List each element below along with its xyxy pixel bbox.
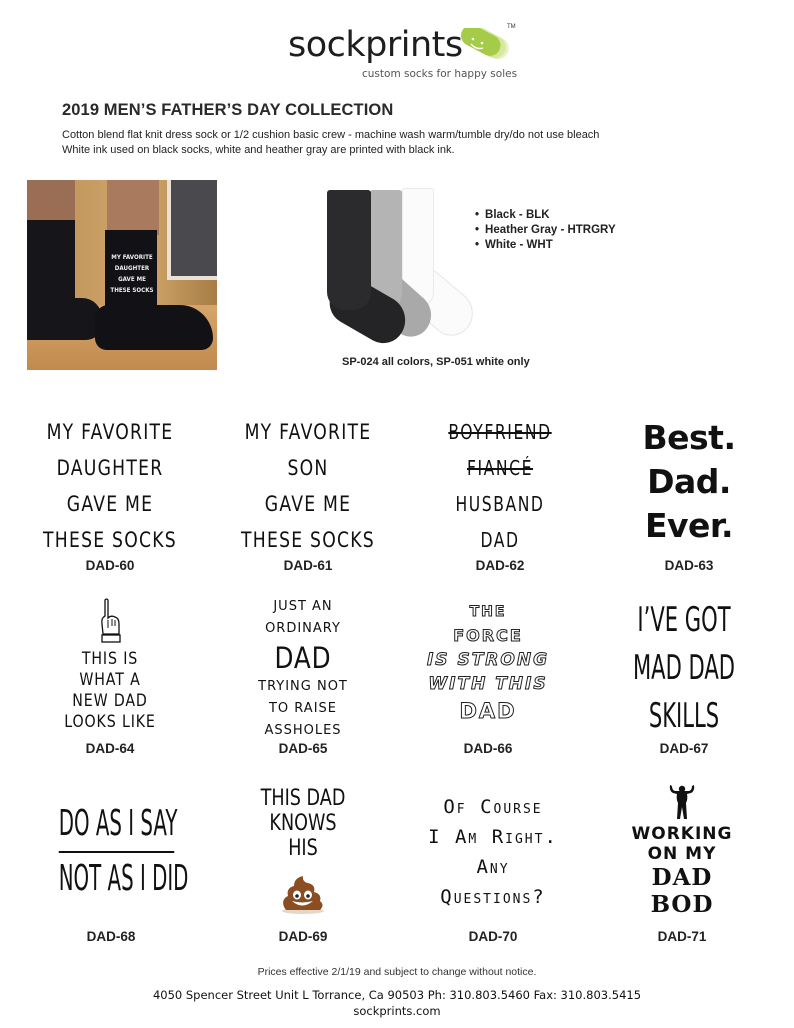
design-code: DAD-67 bbox=[659, 741, 709, 756]
color-option-black: • Black - BLK bbox=[475, 208, 616, 223]
photo-sock-left-foot bbox=[27, 298, 102, 340]
bodybuilder-icon bbox=[667, 783, 697, 821]
color-option-white: • White - WHT bbox=[475, 238, 616, 253]
design-dad-60: MY FAVORITE DAUGHTER GAVE ME THESE SOCKS bbox=[43, 420, 177, 552]
logo-tagline: custom socks for happy soles bbox=[362, 68, 518, 80]
design-code: DAD-64 bbox=[85, 741, 135, 756]
design-dad-70: Of Course I Am Right. Any Questions? bbox=[428, 796, 558, 908]
description-line: Cotton blend flat knit dress sock or 1/2 cushion basic crew - machine wash warm/tumble dry/do not use bleach bbox=[62, 129, 600, 141]
design-code: DAD-62 bbox=[475, 558, 525, 573]
design-code: DAD-66 bbox=[463, 741, 513, 756]
design-dad-71: WORKING ON MY DAD BOD bbox=[587, 783, 777, 918]
design-dad-62: BOYFRIEND FIANCÉ HUSBAND DAD bbox=[448, 420, 552, 552]
design-dad-67: I’VE GOT MAD DAD SKILLS bbox=[632, 600, 736, 736]
poop-emoji-icon bbox=[280, 873, 326, 915]
design-dad-64: THIS IS WHAT A NEW DAD LOOKS LIKE bbox=[15, 598, 205, 732]
design-code: DAD-69 bbox=[278, 929, 328, 944]
collection-title: 2019 MEN’S FATHER’S DAY COLLECTION bbox=[62, 101, 394, 119]
design-code: DAD-68 bbox=[86, 929, 136, 944]
design-dad-69: THIS DAD KNOWS HIS bbox=[208, 786, 398, 915]
product-description bbox=[62, 128, 599, 158]
design-dad-63: Best. Dad. Ever. bbox=[642, 418, 736, 545]
product-photo bbox=[27, 180, 217, 370]
sock-colors-image bbox=[322, 188, 482, 348]
design-dad-61: MY FAVORITE SON GAVE ME THESE SOCKS bbox=[241, 420, 375, 552]
design-code: DAD-63 bbox=[664, 558, 714, 573]
black-sock bbox=[327, 190, 371, 310]
description-line: White ink used on black socks, white and heather gray are printed with black ink. bbox=[62, 144, 455, 156]
photo-leg bbox=[27, 180, 75, 225]
design-dad-68: DO AS I SAY NOT AS I DID bbox=[58, 803, 189, 899]
sock-styles-caption: SP-024 all colors, SP-051 white only bbox=[342, 356, 530, 368]
photo-sock-print: MY FAVORITE DAUGHTER GAVE ME THESE SOCKS bbox=[110, 254, 154, 294]
design-dad-65: JUST AN ORDINARY DAD TRYING NOT TO RAISE ASSHOLES bbox=[258, 599, 348, 738]
photo-sock-right-foot bbox=[95, 305, 213, 350]
design-code: DAD-60 bbox=[85, 558, 135, 573]
design-dad-66: THE FORCE IS STRONG WITH THIS DAD bbox=[426, 604, 550, 723]
color-options-list bbox=[475, 208, 616, 253]
company-address: 4050 Spencer Street Unit L Torrance, Ca 90503 Ph: 310.803.5460 Fax: 310.803.5415 bbox=[152, 988, 642, 1002]
design-code: DAD-61 bbox=[283, 558, 333, 573]
pointing-hand-icon bbox=[97, 598, 123, 646]
smiley-sock-logo-icon bbox=[458, 28, 510, 64]
photo-shelf bbox=[167, 180, 217, 280]
prices-notice: Prices effective 2/1/19 and subject to change without notice. bbox=[257, 966, 537, 978]
design-code: DAD-70 bbox=[468, 929, 518, 944]
divider-line bbox=[59, 851, 175, 853]
design-code: DAD-71 bbox=[657, 929, 707, 944]
design-code: DAD-65 bbox=[278, 741, 328, 756]
color-option-heather-gray: • Heather Gray - HTRGRY bbox=[475, 223, 616, 238]
photo-leg bbox=[107, 180, 159, 235]
trademark: TM bbox=[507, 24, 516, 30]
logo-wordmark: sockprints bbox=[288, 25, 463, 65]
sockprints-logo bbox=[288, 24, 528, 84]
website-link[interactable]: sockprints.com bbox=[353, 1004, 441, 1018]
